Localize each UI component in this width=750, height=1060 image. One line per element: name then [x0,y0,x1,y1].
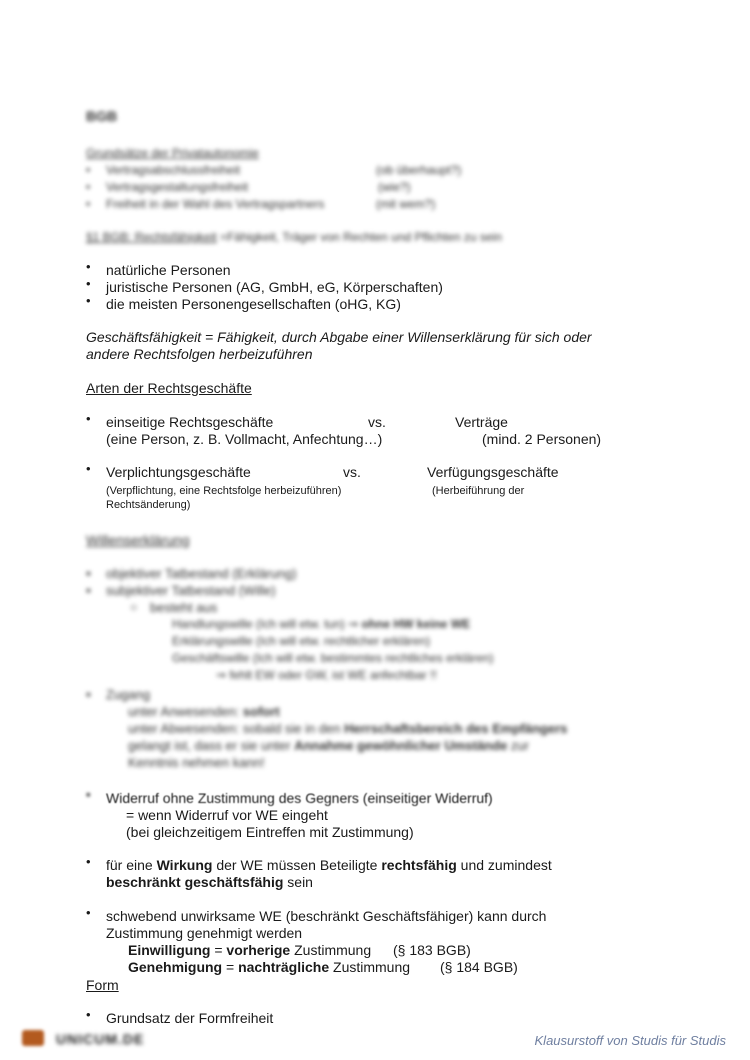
geschaeftsfaehigkeit-line2: andere Rechtsfolgen herbeizuführen [86,346,313,362]
einwilligung-line [128,942,371,959]
arten-row1-vs: vs. [368,414,386,430]
widerruf-line2: = wenn Widerruf vor WE eingeht [126,807,328,823]
arten-row2-left: Verplichtungsgeschäfte [106,464,251,480]
we-zugang-line4: Kenntnis nehmen kann! [128,755,265,770]
nachtraegliche-bold: nachträgliche [238,959,330,975]
arten-row1-right-sub: (mind. 2 Personen) [482,431,602,447]
widerruf-line3: (bei gleichzeitigem Eintreffen mit Zustimmung) [126,824,414,840]
list-item-note: (ob überhaupt?) [376,163,462,177]
arten-row1-left-sub: (eine Person, z. B. Vollmacht, Anfechtung…) [106,431,383,447]
einwilligung-ref: (§ 183 BGB) [393,942,471,958]
we-zugang-line3 [128,737,529,754]
wirkung-bold: Wirkung [156,857,213,873]
bullet: • [86,461,91,476]
wirkung-line2 [106,874,313,891]
we-item: subjektiver Tatbestand (Wille) [106,583,276,598]
arten-row2-right: Verfügungsgeschäfte [427,464,559,480]
we-h1-text: Handlungswille (Ich will etw. tun) ⇒ [172,617,362,631]
unicum-logo-icon [22,1030,44,1046]
genehmigung-ref: (§ 184 BGB) [440,959,518,975]
schwebend-line1: schwebend unwirksame WE (beschränkt Geschäftsfähiger) kann durch [106,908,547,924]
privatautonomie-heading: Grundsätze der Privatautonomie [86,146,259,160]
we-zugang-line2 [128,720,567,737]
we-erklaerungswille: Erklärungswille (Ich will etw. rechtlicher erklären) [172,634,431,648]
arten-row1-right: Verträge [455,414,508,430]
we-handlungswille [172,616,470,633]
page-heading: BGB [86,108,118,124]
genehmigung-bold: Genehmigung [128,959,223,975]
wirkung-text: und zumindest [456,857,552,873]
form-item: Grundsatz der Formfreiheit [106,1010,274,1026]
bullet: • [86,197,91,211]
we-z2-bold: Herrschaftsbereich des Empfängers [344,721,568,736]
bullet: • [86,582,91,598]
bullet: • [86,293,91,308]
list-item-note: (wie?) [378,180,411,194]
we-sub: besteht aus [150,600,218,615]
person-item: natürliche Personen [106,262,231,278]
rechtsfaehigkeit-label: §1 BGB: Rechtsfähigkeit [86,230,217,244]
wirkung-text: der WE müssen Beteiligte [212,857,382,873]
bullet: • [86,1007,91,1022]
we-zugang-line1 [128,703,280,720]
arten-row1-left: einseitige Rechtsgeschäfte [106,414,274,430]
person-item: die meisten Personengesellschaften (oHG, KG) [106,296,401,312]
arten-row2-left-sub2: Rechtsänderung) [106,499,191,511]
list-item: Freiheit in der Wahl des Vertragspartners [106,197,325,211]
we-z3-bold: Annahme gewöhnlicher Umstände [294,738,508,753]
rechtsfaehigkeit-text: =Fähigkeit, Träger von Rechten und Pflichten zu sein [216,230,502,244]
we-h1-bold: ohne HW keine WE [361,617,471,631]
bullet: • [86,276,91,291]
we-z1-bold: sofort [242,704,280,719]
wirkung-line1 [106,857,552,874]
equals: = [210,942,227,958]
we-geschaeftswille: Geschäftswille (Ich will etw. bestimmtes rechtliches erklären) [172,651,494,665]
bullet: • [86,565,91,581]
footer-tagline: Klausurstoff von Studis für Studis [534,1033,726,1048]
we-z3-text: gelangt ist, dass er sie unter [128,738,295,753]
wirkung-text: sein [283,874,313,890]
arten-row2-vs: vs. [343,464,361,480]
arten-row2-right-sub: (Herbeiführung der [432,485,525,497]
rechtsfaehigkeit-line [86,229,502,246]
we-title: Willenserklärung [86,532,190,548]
list-item: Vertragsgestaltungsfreiheit [106,180,249,194]
bullet: • [86,411,91,426]
bullet: • [86,163,91,177]
rechtsfaehig-bold: rechtsfähig [381,857,457,873]
bullet: • [86,787,91,802]
we-item: objektiver Tatbestand (Erklärung) [106,566,297,581]
geschaeftsfaehigkeit-line1: Geschäftsfähigkeit = Fähigkeit, durch Abgabe einer Willenserklärung für sich oder [86,329,592,345]
vorherige-bold: vorherige [226,942,291,958]
zustimmung-text: Zustimmung [290,942,372,958]
we-z1-text: unter Anwesenden: [128,704,243,719]
we-anfechtbar: ⇒ fehlt EW oder GW, ist WE anfechtbar !! [216,668,437,682]
we-zugang: Zugang [106,687,151,702]
wirkung-text: für eine [106,857,157,873]
einwilligung-bold: Einwilligung [128,942,211,958]
we-z2-text: unter Abwesenden: sobald sie in den [128,721,345,736]
we-z3-tail: zur [507,738,529,753]
bullet: • [86,259,91,274]
bullet: • [86,854,91,869]
bullet: • [86,686,91,702]
form-title: Form [86,977,119,993]
footer-brand: UNICUM.DE [56,1031,145,1047]
list-item: Vertragsabschlussfreiheit [106,163,241,177]
widerruf-line1: Widerruf ohne Zustimmung des Gegners (einseitiger Widerruf) [106,790,493,806]
bullet: • [86,905,91,920]
list-item-note: (mit wem?) [376,197,436,211]
arten-row2-left-sub1: (Verpflichtung, eine Rechtsfolge herbeizuführen) [106,485,342,497]
person-item: juristische Personen (AG, GmbH, eG, Körperschaften) [106,279,443,295]
schwebend-line2: Zustimmung genehmigt werden [106,925,303,941]
arten-title: Arten der Rechtsgeschäfte [86,380,252,396]
zustimmung-text: Zustimmung [329,959,411,975]
bullet: • [86,180,91,194]
sub-bullet: ○ [130,600,138,614]
equals: = [222,959,239,975]
geschaeftsfaehig-bold: beschränkt geschäftsfähig [106,874,284,890]
genehmigung-line [128,959,410,976]
